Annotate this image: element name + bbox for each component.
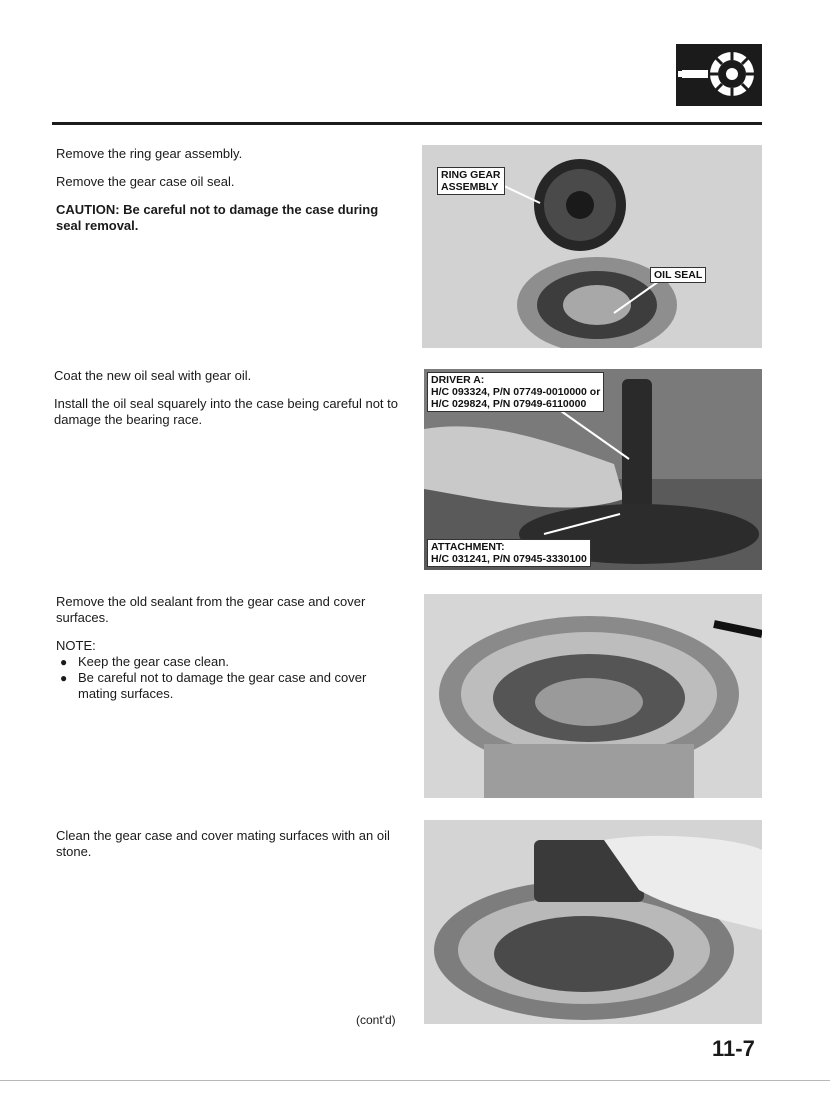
driver-label-line2: H/C 093324, P/N 07749-0010000 or: [431, 386, 601, 398]
ring-gear-label: [437, 167, 505, 195]
section2-step2: Install the oil seal squarely into the case being careful not to damage the bearing race.: [54, 396, 398, 427]
section3-step1: Remove the old sealant from the gear case and cover surfaces.: [56, 594, 366, 625]
page-number: 11-7: [712, 1036, 755, 1061]
section2-step1: Coat the new oil seal with gear oil.: [54, 368, 252, 383]
note-heading: NOTE:: [56, 638, 96, 653]
attachment-label: [427, 539, 591, 567]
differential-gear-icon: [676, 44, 762, 106]
attachment-label-line2: H/C 031241, P/N 07945-3330100: [431, 553, 587, 565]
oil-stone-photo: [424, 820, 762, 1024]
driver-photo: [424, 369, 762, 570]
section3-text: [56, 594, 400, 702]
driver-label-line3: H/C 029824, P/N 07949-6110000: [431, 398, 587, 410]
oil-seal-label: OIL SEAL: [650, 267, 706, 283]
continued-note: (cont'd): [356, 1013, 396, 1027]
section1-step2: Remove the gear case oil seal.: [56, 174, 235, 189]
note-list: [56, 654, 400, 702]
header-rule: [52, 122, 762, 125]
section1-step1: Remove the ring gear assembly.: [56, 146, 243, 161]
driver-label-line1: DRIVER A:: [431, 374, 485, 386]
section4-step1: Clean the gear case and cover mating surfaces with an oil stone.: [56, 828, 390, 859]
note-item: ● Be careful not to damage the gear case and cover mating surfaces.: [56, 670, 400, 702]
caution-text: CAUTION: Be careful not to damage the case during seal removal.: [56, 202, 379, 233]
ring-gear-label-line1: RING GEAR: [441, 169, 501, 181]
ring-gear-photo: [422, 145, 762, 348]
section1-text: [56, 146, 398, 234]
attachment-label-line1: ATTACHMENT:: [431, 541, 505, 553]
footer-rule: [0, 1080, 830, 1081]
section4-text: [56, 828, 406, 860]
note-item: ● Keep the gear case clean.: [56, 654, 400, 670]
gear-case-photo: [424, 594, 762, 798]
section2-text: [54, 368, 400, 428]
driver-label: [427, 372, 604, 412]
ring-gear-label-line2: ASSEMBLY: [441, 181, 499, 193]
